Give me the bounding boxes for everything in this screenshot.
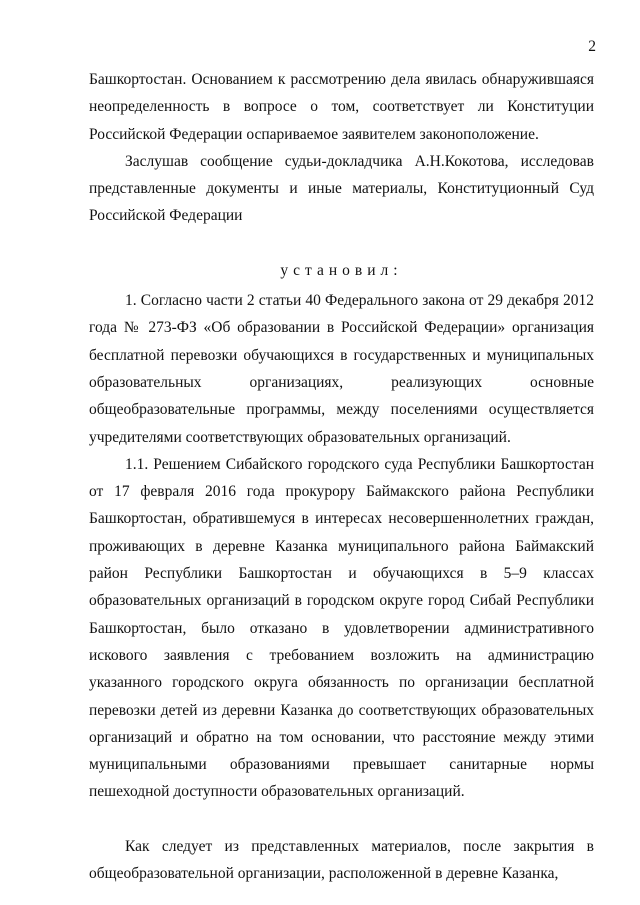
paragraph-case-grounds: Башкортостан. Основанием к рассмотрению дела явилась обнаружившаяся неопределенность в вопросе о том, соответствует ли Конституции Российской Федерации оспариваемое заявителем законоположение. [89,71,594,143]
paragraph-1-law-reference: 1. Согласно части 2 статьи 40 Федерального закона от 29 декабря 2012 года № 273-ФЗ «Об образовании в Российской Федерации» организация бесплатной перевозки обучающихся в государственных и муниципальных образовательных организациях, реализующих основные общеобразовательные программы, между поселениями осуществляется учредителями соответствующих образовательных организаций. [89,292,594,446]
paragraph-1-1-court-decision: 1.1. Решением Сибайского городского суда Республики Башкортостан от 17 февраля 2016 года прокурору Баймакского района Республики Башкортостан, обратившемуся в интересах несовершеннолетних граждан, проживающих в деревне Казанка муниципального района Баймакский район Республики Башкортостан и обучающихся в 5–9 классах образовательных организаций в городском округе город Сибай Республики Башкортостан, было отказано в удовлетворении административного искового заявления с требованием возложить на администрацию указанного городского округа обязанность по организации бесплатной перевозки детей из деревни Казанка до соответствующих образовательных организаций и обратно на том основании, что расстояние между этими муниципальными образованиями превышает санитарные нормы пешеходной доступности образовательных организаций. [89,455,594,801]
document-body [89,66,594,887]
paragraph-materials: Как следует из представленных материалов, после закрытия в общеобразовательной организации, расположенной в деревне Казанка, [89,837,594,883]
page-number: 2 [588,38,596,55]
section-heading-ustanovil: установил: [280,261,403,279]
paragraph-court-hearing: Заслушав сообщение судьи-докладчика А.Н.Кокотова, исследовав представленные документы и иные материалы, Конституционный Суд Российской Федерации [89,152,594,225]
